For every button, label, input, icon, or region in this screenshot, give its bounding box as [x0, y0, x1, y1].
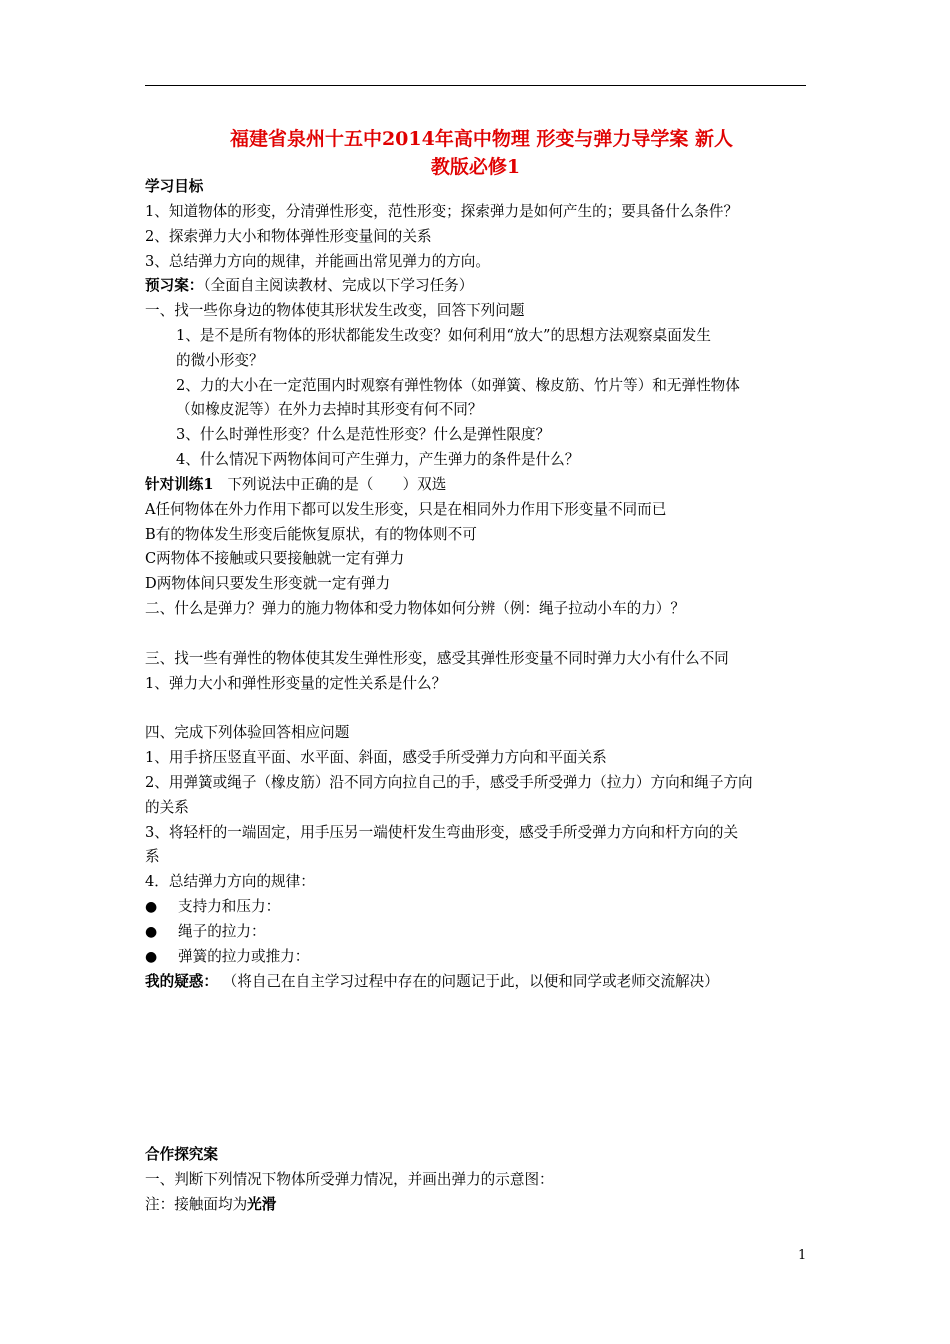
doubt-line	[145, 972, 719, 992]
question-2-cont: （如橡皮泥等）在外力去掉时其形变有何不同？	[176, 401, 483, 418]
objective-item: 1、知道物体的形变，分清弹性形变，范性形变；探索弹力是如何产生的；要具备什么条件？	[145, 203, 739, 220]
option-b: B有的物体发生形变后能恢复原状，有的物体则不可	[145, 526, 477, 543]
objective-item: 2、探索弹力大小和物体弹性形变量间的关系	[145, 228, 432, 245]
bullet-item: 绳子的拉力：	[178, 923, 266, 940]
drill-label: 针对训练1	[145, 476, 214, 493]
preview-line	[145, 276, 473, 296]
section-four-item-4: 4．总结弹力方向的规律：	[145, 873, 315, 890]
doubt-label: 我的疑惑：	[145, 973, 218, 990]
option-a: A任何物体在外力作用下都可以发生形变，只是在相同外力作用下形变量不同而已	[145, 501, 667, 518]
bullet-icon: ●	[145, 899, 158, 915]
page-number: 1	[798, 1248, 807, 1263]
question-1-cont: 的微小形变？	[176, 352, 264, 369]
section-two: 二、什么是弹力？弹力的施力物体和受力物体如何分辨（例：绳子拉动小车的力）？	[145, 600, 685, 617]
section-four-item-1: 1、用手挤压竖直平面、水平面、斜面，感受手所受弹力方向和平面关系	[145, 749, 607, 766]
document-title-line2: 教版必修1	[430, 156, 521, 178]
question-2: 2、力的大小在一定范围内时观察有弹性物体（如弹簧、橡皮筋、竹片等）和无弹性物体	[176, 377, 740, 394]
section-four-item-3-cont: 系	[145, 848, 160, 865]
section-four-item-3: 3、将轻杆的一端固定，用手压另一端使杆发生弯曲形变，感受手所受弹力方向和杆方向的关	[145, 824, 739, 841]
header-rule	[145, 85, 806, 86]
section-four-item-2-cont: 的关系	[145, 799, 189, 816]
bullet-icon: ●	[145, 924, 158, 940]
question-4: 4、什么情况下两物体间可产生弹力，产生弹力的条件是什么？	[176, 451, 580, 468]
section-four: 四、完成下列体验回答相应问题	[145, 724, 350, 741]
question-3: 3、什么时弹性形变？什么是范性形变？什么是弹性限度？	[176, 426, 551, 443]
bullet-item: 弹簧的拉力或推力：	[178, 948, 310, 965]
doubt-text: （将自己在自主学习过程中存在的问题记于此，以便和同学或老师交流解决）	[222, 973, 719, 990]
bullet-icon: ●	[145, 949, 158, 965]
option-c: C两物体不接触或只要接触就一定有弹力	[145, 550, 405, 567]
coop-item-1: 一、判断下列情况下物体所受弹力情况，并画出弹力的示意图：	[145, 1171, 554, 1188]
section-three: 三、找一些有弹性的物体使其发生弹性形变，感受其弹性形变量不同时弹力大小有什么不同	[145, 650, 729, 667]
note-prefix: 注：接触面均为	[145, 1196, 248, 1213]
question-1: 1、是不是所有物体的形状都能发生改变？如何利用“放大”的思想方法观察桌面发生	[176, 327, 711, 344]
option-d: D两物体间只要发生形变就一定有弹力	[145, 575, 391, 592]
preview-note: （全面自主阅读教材、完成以下学习任务）	[203, 277, 474, 294]
drill-line	[145, 475, 446, 495]
section-one: 一、找一些你身边的物体使其形状发生改变，回答下列问题	[145, 302, 525, 319]
document-title: 福建省泉州十五中2014年高中物理 形变与弹力导学案 新人	[229, 128, 734, 150]
preview-label: 预习案：	[145, 277, 204, 294]
bullet-item: 支持力和压力：	[178, 898, 281, 915]
coop-heading: 合作探究案	[145, 1146, 218, 1163]
section-four-item-2: 2、用弹簧或绳子（橡皮筋）沿不同方向拉自己的手，感受手所受弹力（拉力）方向和绳子方向	[145, 774, 753, 791]
objective-item: 3、总结弹力方向的规律，并能画出常见弹力的方向。	[145, 253, 490, 270]
objectives-heading: 学习目标	[145, 178, 204, 195]
note-line	[145, 1195, 276, 1215]
section-three-q1: 1、弹力大小和弹性形变量的定性关系是什么？	[145, 675, 447, 692]
note-bold: 光滑	[247, 1196, 277, 1213]
drill-text: 下列说法中正确的是（ ）双选	[227, 476, 447, 493]
